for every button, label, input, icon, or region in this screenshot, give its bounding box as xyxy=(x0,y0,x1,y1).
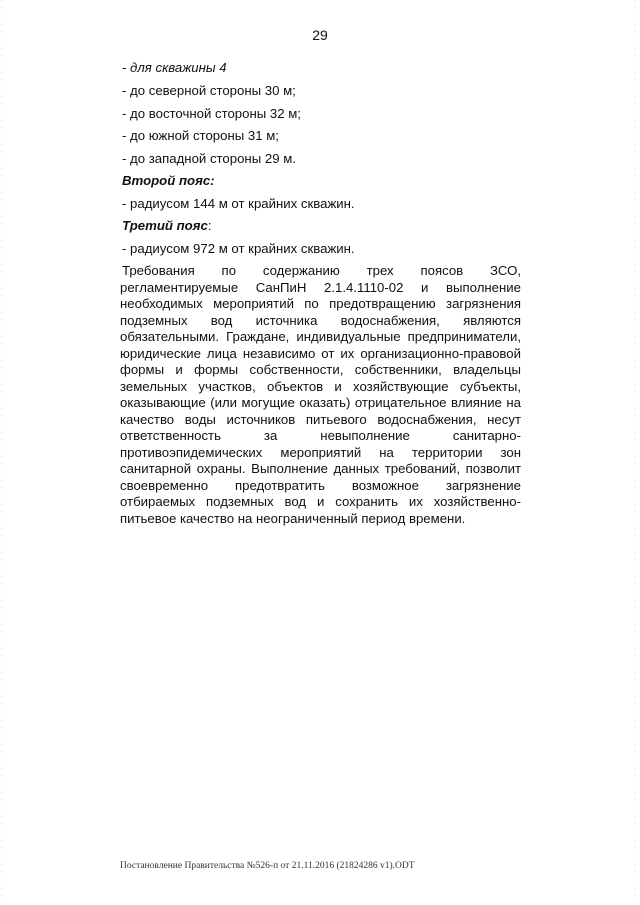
well-side-south: - до южной стороны 31 м; xyxy=(122,128,279,143)
second-zone-heading: Второй пояс: xyxy=(122,173,215,188)
second-zone-radius: - радиусом 144 м от крайних скважин. xyxy=(122,196,355,211)
requirements-paragraph xyxy=(120,263,521,527)
well-side-north: - до северной стороны 30 м; xyxy=(122,83,296,98)
well-side-west: - до западной стороны 29 м. xyxy=(122,151,296,166)
well-heading: - для скважины 4 xyxy=(122,60,227,75)
well-side-east: - до восточной стороны 32 м; xyxy=(122,106,301,121)
third-zone-heading-colon: : xyxy=(207,218,212,233)
third-zone-radius: - радиусом 972 м от крайних скважин. xyxy=(122,241,355,256)
third-zone-heading: Третий пояс xyxy=(122,218,208,233)
third-zone-heading-row xyxy=(122,218,212,233)
page-number: 29 xyxy=(312,27,328,43)
scan-edge-left xyxy=(1,0,3,905)
document-footer: Постановление Правительства №526-п от 21.11.2016 (21824286 v1).ODT xyxy=(120,861,415,871)
requirements-text: Требования по содержанию трех поясов ЗСО, регламентируемые СанПиН 2.1.4.1110-02 и выполнение необходимых мероприятий по предотвращению загрязнения подземных вод источника водоснабжения, являются обязательными. Граждане, индивидуальные предприниматели, юридические лица независимо от их организационно-правовой формы и формы собственности, собственники, владельцы земельных участков, объектов и хозяйствующие субъекты, оказывающие (или могущие оказать) отрицательное влияние на качество воды источников питьевого водоснабжения, несут ответственность за невыполнение санитарно-противоэпидемических мероприятий на территории зон санитарной охраны. Выполнение данных требований, позволит своевременно предотвратить возможное загрязнение отбираемых подземных вод и сохранить их хозяйственно-питьевое качество на неограниченный период времени. xyxy=(120,263,521,526)
scan-edge-right xyxy=(634,0,636,905)
